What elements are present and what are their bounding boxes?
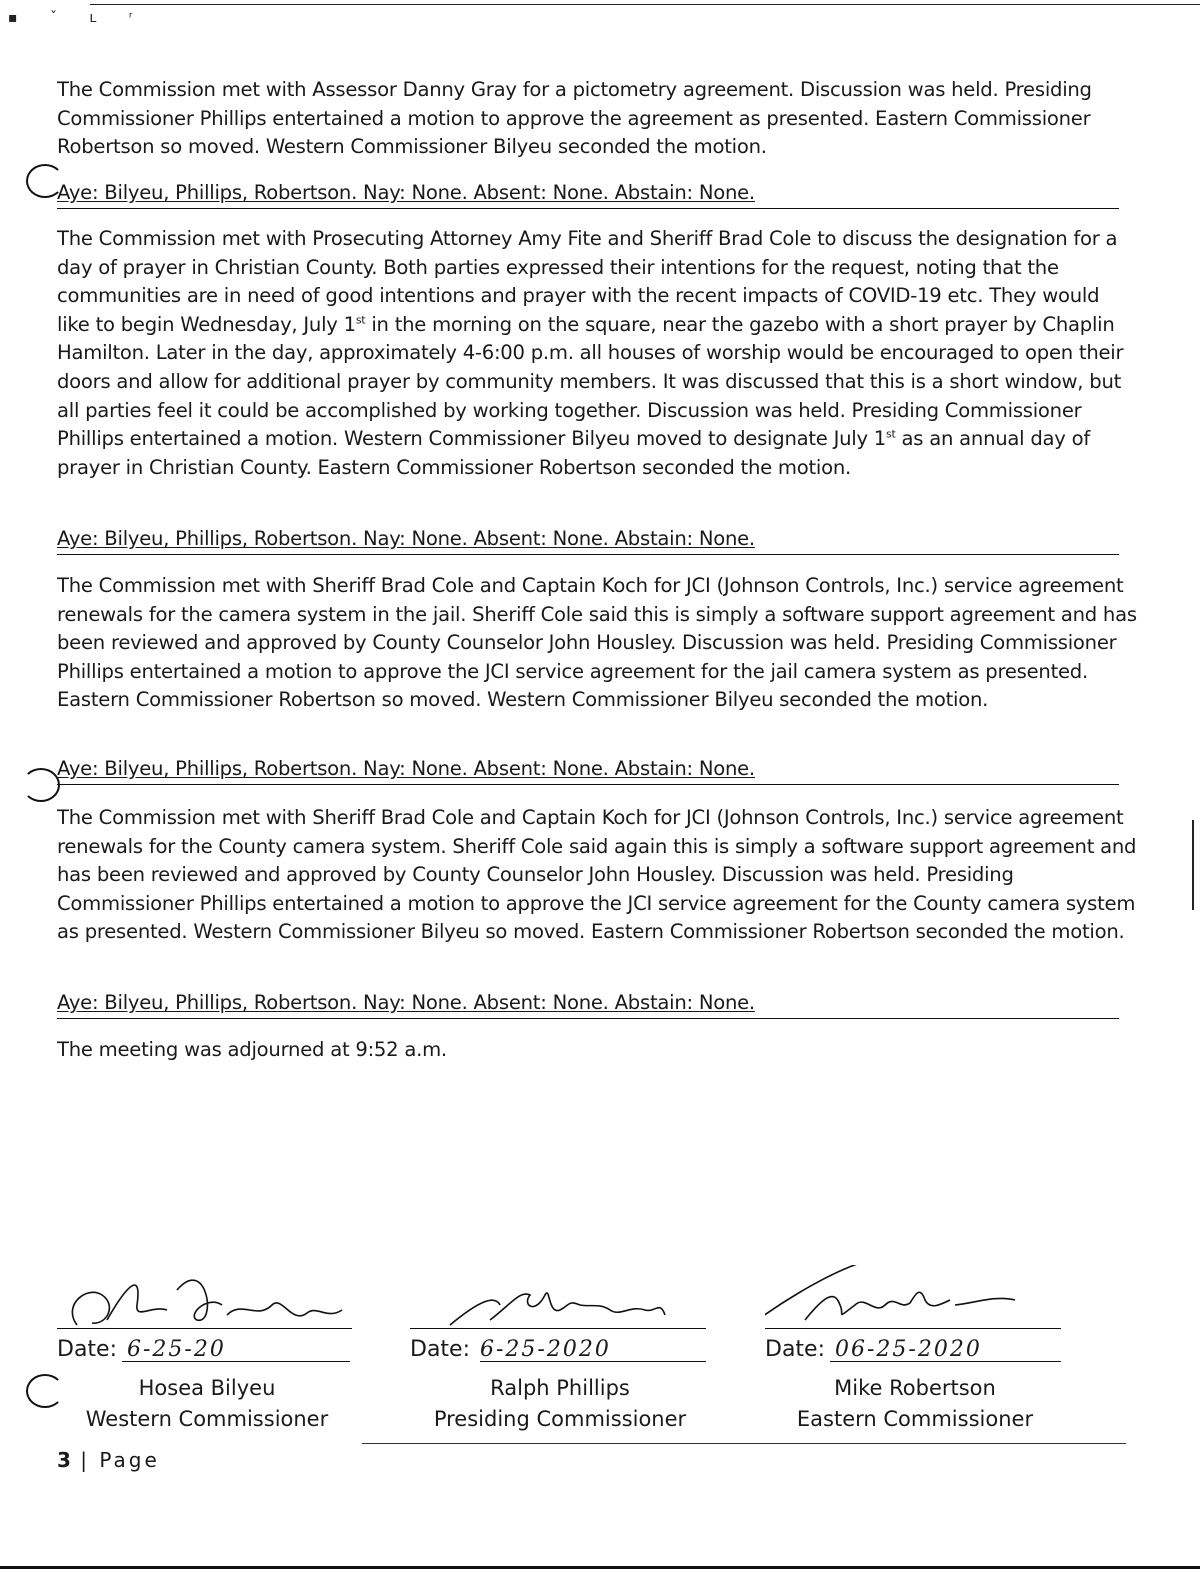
vote-record [57,527,1119,555]
scan-artifact: ▪ ˇ ʟ ʳ [8,10,147,26]
signature-line [57,1328,352,1329]
vote-record [57,757,1119,785]
signer-title: Western Commissioner [85,1407,329,1431]
date-field: Date: 6-25-20 [57,1337,226,1362]
scan-bottom-edge [0,1566,1200,1569]
adjournment-text: The meeting was adjourned at 9:52 a.m. [57,1038,447,1061]
page-footer [57,1448,160,1472]
page-number: 3 [57,1448,71,1472]
scan-edge-mark [1192,820,1194,910]
vote-record [57,181,1119,209]
vote-record [57,991,1119,1019]
date-field: Date: 6-25-2020 [410,1337,611,1362]
paragraph-day-of-prayer: The Commission met with Prosecuting Attorney Amy Fite and Sheriff Brad Cole to discuss the designation for a day of prayer in Christian County. Both parties expressed their intentions for the request, noting that the communities are in need of good intentions and prayer with the recent impacts of COVID-19 etc. They would like to begin Wednesday, July 1st in the morning on the square, near the gazebo with a short prayer by Chaplin Hamilton. Later in the day, approximately 4-6:00 p.m. all houses of worship would be encouraged to open their doors and allow for additional prayer by community members. It was discussed that this is a short window, but all parties feel it could be accomplished by working together. Discussion was held. Presiding Commissioner Phillips entertained a motion. Western Commissioner Bilyeu moved to designate July 1st as an annual day of prayer in Christian County. Eastern Commissioner Robertson seconded the motion. [57,227,1124,479]
signer-name: Ralph Phillips [490,1376,630,1400]
signer-name: Hosea Bilyeu [138,1376,276,1400]
signature-block-bilyeu [57,1265,357,1445]
signature-line [410,1328,706,1329]
footer-rule [362,1443,1126,1444]
date-field: Date: 06-25-2020 [765,1337,982,1362]
hole-punch-mark [26,1374,64,1408]
page-label: Page [99,1448,160,1472]
paragraph-jail-camera: The Commission met with Sheriff Brad Cole and Captain Koch for JCI (Johnson Controls, Inc.) service agreement renewals for the camera system in the jail. Sheriff Cole said this is simply a software support agreement and has been reviewed and approved by County Counselor John Housley. Discussion was held. Presiding Commissioner Phillips entertained a motion to approve the JCI service agreement for the jail camera system as presented. Eastern Commissioner Robertson so moved. Western Commissioner Bilyeu seconded the motion. [57,574,1137,712]
vote-text: Aye: Bilyeu, Phillips, Robertson. Nay: None. Absent: None. Abstain: None. [57,181,755,204]
signer-title: Presiding Commissioner [433,1407,687,1431]
handwritten-date: 6-25-2020 [480,1337,611,1362]
date-line [122,1361,350,1362]
top-rule [90,4,1200,5]
handwritten-signature [57,1265,357,1335]
signer-name: Mike Robertson [834,1376,996,1400]
paragraph-pictometry: The Commission met with Assessor Danny Gray for a pictometry agreement. Discussion was held. Presiding Commissioner Phillips entertained a motion to approve the agreement as presented. Eastern Commissioner Robertson so moved. Western Commissioner Bilyeu seconded the motion. [57,78,1092,159]
handwritten-date: 6-25-20 [127,1337,226,1362]
vote-text: Aye: Bilyeu, Phillips, Robertson. Nay: None. Absent: None. Abstain: None. [57,757,755,780]
handwritten-signature [410,1265,710,1335]
signature-line [765,1328,1061,1329]
date-line [830,1361,1061,1362]
signature-block-robertson [765,1265,1065,1445]
vote-text: Aye: Bilyeu, Phillips, Robertson. Nay: None. Absent: None. Abstain: None. [57,527,755,550]
handwritten-signature [765,1265,1065,1335]
vote-text: Aye: Bilyeu, Phillips, Robertson. Nay: None. Absent: None. Abstain: None. [57,991,755,1014]
signer-title: Eastern Commissioner [796,1407,1034,1431]
date-line [480,1361,706,1362]
handwritten-date: 06-25-2020 [835,1337,982,1362]
paragraph-county-camera: The Commission met with Sheriff Brad Cole and Captain Koch for JCI (Johnson Controls, Inc.) service agreement renewals for the County camera system. Sheriff Cole said again this is simply a software support agreement and has been reviewed and approved by County Counselor John Housley. Discussion was held. Presiding Commissioner Phillips entertained a motion to approve the JCI service agreement for the County camera system as presented. Western Commissioner Bilyeu so moved. Eastern Commissioner Robertson seconded the motion. [57,806,1137,944]
hole-punch-mark [22,768,60,802]
signature-block-phillips [410,1265,710,1445]
footer-separator: | [80,1448,91,1472]
